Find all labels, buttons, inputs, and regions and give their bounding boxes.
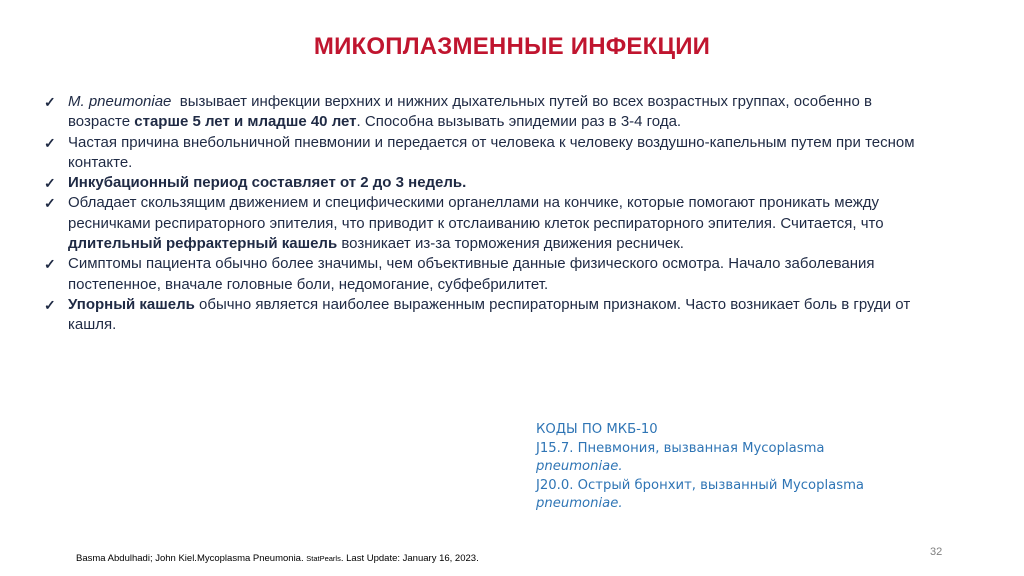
check-icon: ✓	[44, 195, 56, 212]
list-item	[44, 92, 924, 133]
pathogen-name: M. pneumoniae	[68, 93, 172, 110]
list-item	[44, 193, 924, 254]
icd-heading: КОДЫ ПО МКБ-10	[536, 422, 658, 437]
bullet-list	[44, 92, 924, 336]
list-item	[44, 173, 924, 193]
citation-source: StatPearls	[306, 554, 341, 563]
bullet-emphasis: Упорный кашель	[68, 295, 195, 313]
bullet-text: вызывает инфекции верхних и нижних дыхательных путей во всех возрастных группах, особенно в возрасте	[68, 93, 877, 131]
slide-title: МИКОПЛАЗМЕННЫЕ ИНФЕКЦИИ	[313, 33, 711, 60]
bullet-text: Частая причина внебольничной пневмонии и передается от человека к человеку воздушно-капельным путем при тесном контакте.	[68, 133, 915, 171]
bullet-text: Обладает скользящим движением и специфическими органеллами на кончике, которые помогают проникать между ресничками респираторного эпителия, что приводит к отслаиванию клеток респираторного эпителия. Считается, что	[68, 194, 884, 232]
icd-code-species: pneumoniae.	[536, 459, 623, 474]
check-icon: ✓	[44, 175, 56, 192]
bullet-text: Симптомы пациента обычно более значимы, чем объективные данные физического осмотра. Начало заболевания постепенное, вначале головные боли, недомогание, субфебрилитет.	[68, 255, 875, 293]
citation-date: . Last Update: January 16, 2023.	[340, 553, 479, 564]
icd-code: J20.0. Острый бронхит, вызванный Mycoplasma	[536, 477, 865, 493]
check-icon: ✓	[44, 94, 56, 110]
list-item	[44, 295, 924, 336]
citation-authors: Basma Abdulhadi; John Kiel.Mycoplasma Pneumonia.	[76, 553, 307, 564]
bullet-text: возникает из-за торможения движения ресничек.	[337, 235, 684, 253]
bullet-emphasis: Инкубационный период составляет от 2 до 3 недель.	[68, 174, 467, 192]
list-item	[44, 133, 924, 174]
list-item	[44, 254, 924, 295]
icd-code: J15.7. Пневмония, вызванная Mycoplasma	[536, 440, 825, 456]
bullet-text: . Способна вызывать эпидемии раз в 3-4 года.	[356, 113, 682, 131]
icd-codes-box	[536, 421, 936, 514]
footnote-citation	[76, 553, 479, 564]
bullet-emphasis: длительный рефрактерный кашель	[68, 235, 338, 253]
icd-code-species: pneumoniae.	[536, 496, 623, 511]
check-icon: ✓	[44, 296, 56, 313]
check-icon: ✓	[44, 256, 56, 273]
check-icon: ✓	[44, 134, 56, 151]
bullet-text: обычно является наиболее выраженным респираторным признаком. Часто возникает боль в груди от кашля.	[68, 295, 911, 334]
page-number: 32	[930, 546, 943, 558]
bullet-emphasis: старше 5 лет и младше 40 лет	[134, 113, 357, 131]
